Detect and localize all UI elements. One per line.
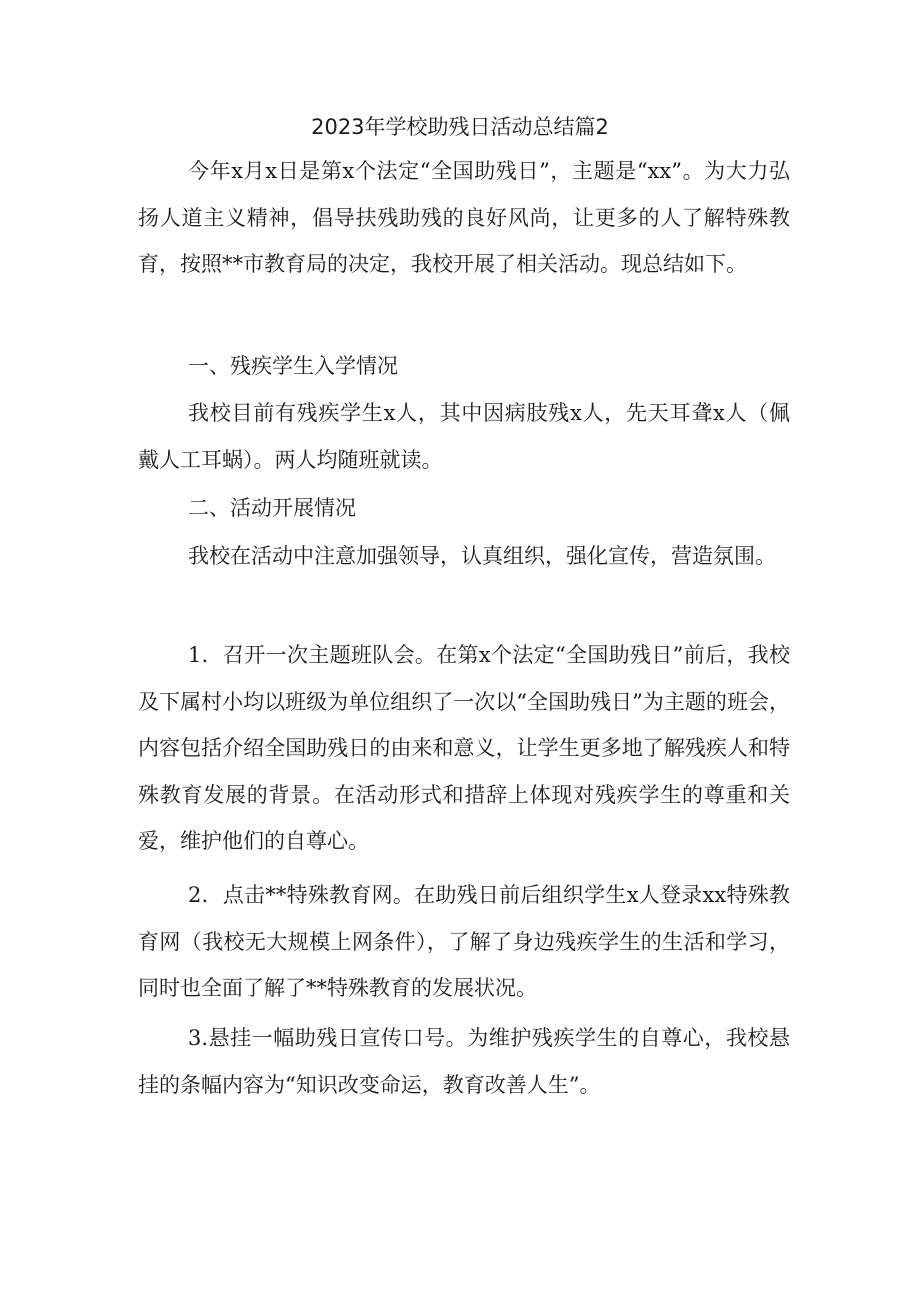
activity-item-3: 3.悬挂一幅助残日宣传口号。为维护残疾学生的自尊心，我校悬挂的条幅内容为“知识改变命运，教育改善人生”。: [138, 1026, 790, 1097]
section-heading-enrollment: 一、残疾学生入学情况: [188, 354, 398, 378]
enrollment-paragraph: 我校目前有残疾学生x人，其中因病肢残x人，先天耳聋x人（佩戴人工耳蜗）。两人均随班就读。: [138, 401, 790, 472]
document-title: 2023年学校助残日活动总结篇2: [311, 115, 609, 139]
intro-paragraph: 今年x月x日是第x个法定“全国助残日”，主题是“xx”。为大力弘扬人道主义精神，倡导扶残助残的良好风尚，让更多的人了解特殊教育，按照**市教育局的决定，我校开展了相关活动。现总结如下。: [138, 159, 790, 276]
activities-paragraph: 我校在活动中注意加强领导，认真组织，强化宣传，营造氛围。: [188, 544, 776, 568]
activity-item-2: 2．点击**特殊教育网。在助残日前后组织学生x人登录xx特殊教育网（我校无大规模上网条件），了解了身边残疾学生的生活和学习，同时也全面了解了**特殊教育的发展状况。: [138, 883, 790, 1000]
activity-item-1: 1．召开一次主题班队会。在第x个法定“全国助残日”前后，我校及下属村小均以班级为单位组织了一次以“全国助残日”为主题的班会，内容包括介绍全国助残日的由来和意义，让学生更多地了解残疾人和特殊教育发展的背景。在活动形式和措辞上体现对残疾学生的尊重和关爱，维护他们的自尊心。: [138, 643, 790, 853]
section-heading-activities: 二、活动开展情况: [188, 496, 356, 520]
